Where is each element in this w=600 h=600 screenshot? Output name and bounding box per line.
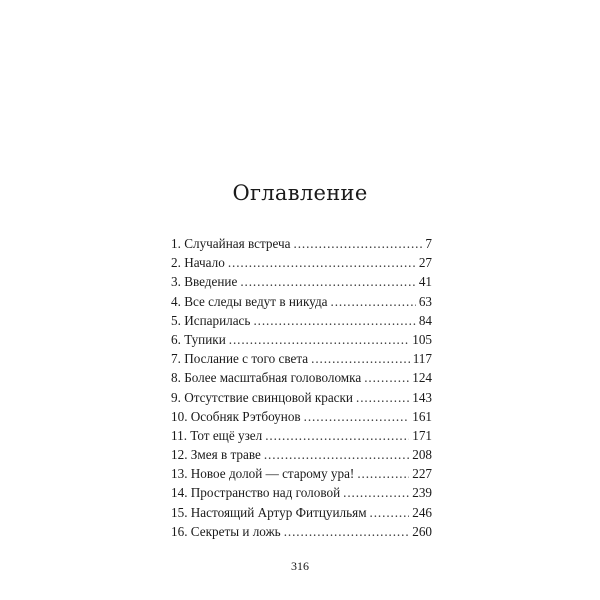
toc-entry-page: 239 — [412, 485, 432, 501]
toc-entry-title: 4. Все следы ведут в никуда — [171, 293, 328, 309]
toc-entry-page: 161 — [412, 408, 432, 424]
toc-entry-title: 14. Пространство над головой — [171, 485, 341, 501]
toc-entry-page: 143 — [412, 389, 432, 405]
dot-leader — [229, 332, 409, 348]
toc-entry-page: 7 — [425, 236, 432, 251]
toc-entry — [171, 255, 432, 274]
dot-leader — [370, 505, 410, 521]
toc-entry — [171, 485, 432, 504]
toc-entry-title: 1. Случайная встреча — [171, 236, 291, 251]
toc-entry — [171, 409, 432, 428]
toc-entry-title: 7. Послание с того света — [171, 351, 309, 367]
page-number: 316 — [291, 559, 309, 573]
dot-leader — [364, 370, 409, 386]
toc-entry — [171, 332, 432, 351]
toc-entry-title: 3. Введение — [171, 274, 238, 290]
toc-entry-title: 11. Тот ещё узел — [171, 427, 263, 443]
toc-entry — [171, 236, 432, 255]
toc-entry-title: 16. Секреты и ложь — [171, 523, 281, 539]
toc-entry — [171, 505, 432, 524]
toc-entry — [171, 524, 432, 543]
dot-leader — [331, 294, 416, 310]
toc-entry-title: 10. Особняк Рэтбоунов — [171, 408, 301, 424]
toc-entry — [171, 447, 432, 466]
toc-entry — [171, 294, 432, 313]
toc-entry-page: 227 — [412, 466, 432, 482]
toc-entry — [171, 313, 432, 332]
toc-entry-title: 15. Настоящий Артур Фитцуильям — [171, 504, 367, 520]
dot-leader — [304, 409, 410, 425]
dot-leader — [265, 428, 409, 444]
dot-leader — [228, 255, 416, 271]
toc-entry-title: 5. Испарилась — [171, 312, 251, 328]
dot-leader — [264, 447, 409, 463]
toc-entry-title: 9. Отсутствие свинцовой краски — [171, 389, 353, 405]
toc-entry-title: 13. Новое долой — старому ура! — [171, 466, 355, 482]
dot-leader — [357, 466, 409, 482]
toc-entry — [171, 390, 432, 409]
toc-entry — [171, 274, 432, 293]
toc-entry-page: 63 — [418, 293, 432, 309]
toc-entry-page: 117 — [412, 351, 432, 367]
dot-leader — [311, 351, 410, 367]
dot-leader — [294, 236, 423, 252]
toc-entry-title: 6. Тупики — [171, 331, 226, 347]
toc-entry-page: 246 — [412, 504, 432, 520]
toc-entry-title: 2. Начало — [171, 255, 225, 271]
toc-entry-page: 105 — [412, 331, 432, 347]
toc-entry-title: 8. Более масштабная головоломка — [171, 370, 362, 386]
toc-entry — [171, 466, 432, 485]
toc-entry-title: 12. Змея в траве — [171, 447, 261, 463]
dot-leader — [284, 524, 410, 540]
dot-leader — [356, 390, 409, 406]
dot-leader — [253, 313, 415, 329]
toc-entry — [171, 370, 432, 389]
toc-entry-page: 84 — [418, 312, 432, 328]
dot-leader — [240, 274, 415, 290]
toc-entry-page: 208 — [412, 447, 432, 463]
page-title: Оглавление — [232, 181, 368, 206]
toc-entry — [171, 428, 432, 447]
toc-entry — [171, 351, 432, 370]
toc-entry-page: 260 — [412, 523, 432, 539]
toc-entry-page: 41 — [418, 274, 432, 290]
dot-leader — [343, 485, 409, 501]
toc-entry-page: 171 — [412, 427, 432, 443]
toc-entry-page: 124 — [412, 370, 432, 386]
table-of-contents — [171, 236, 432, 543]
toc-entry-page: 27 — [418, 255, 432, 271]
